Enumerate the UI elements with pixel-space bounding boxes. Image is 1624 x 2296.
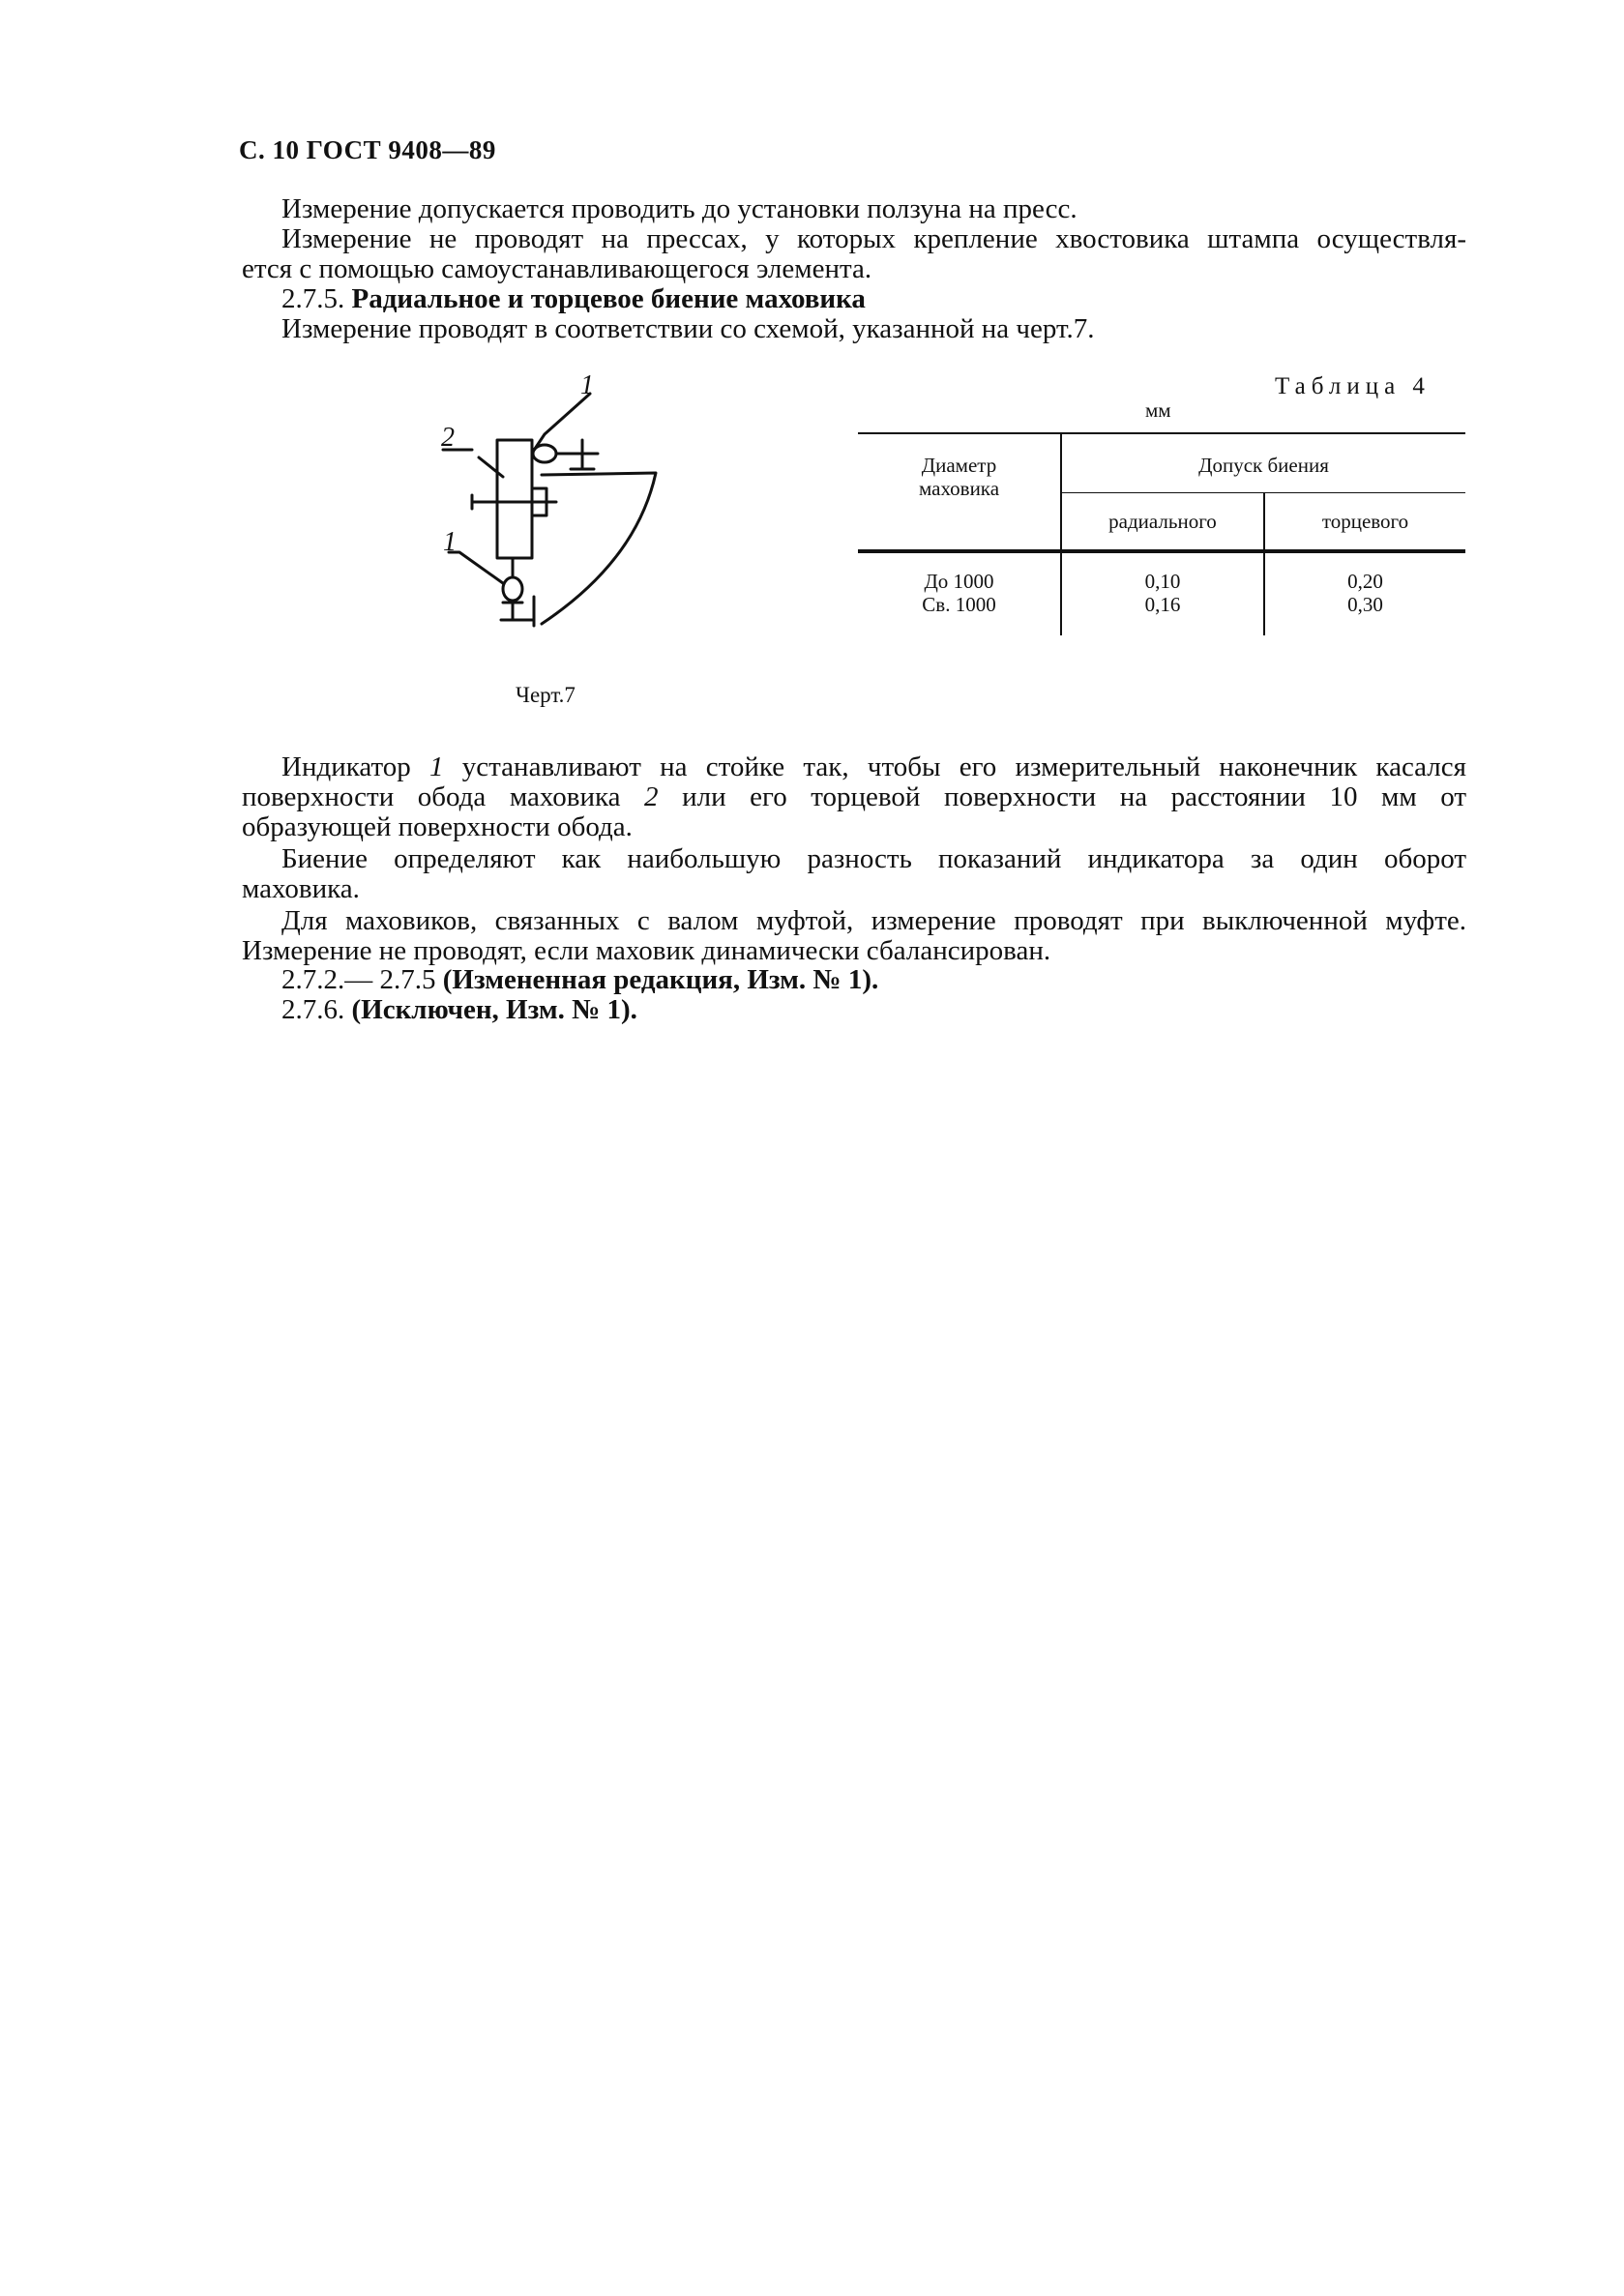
tolerance-table <box>858 432 1465 635</box>
paragraph-line <box>242 780 1466 813</box>
table-top-rule <box>858 432 1465 434</box>
table-cell-face: 0,30 <box>1347 593 1383 616</box>
flywheel-runout-diagram <box>426 372 667 638</box>
header-face: торцевого <box>1321 510 1409 533</box>
header-diameter <box>858 454 1060 500</box>
paragraph-line: ется с помощью самоустанавливающегося элемента. <box>242 253 872 284</box>
text-run: поверхности обода маховика <box>242 781 621 812</box>
section-number: 2.7.5. <box>281 283 345 314</box>
table-cell-diameter: Св. 1000 <box>922 593 996 616</box>
text-run: Индикатор <box>281 751 411 782</box>
paragraph-line <box>281 751 1466 783</box>
amendment-range: 2.7.2.— 2.7.5 <box>281 964 436 995</box>
shaft <box>472 488 556 515</box>
paragraph-line: образующей поверхности обода. <box>242 811 633 842</box>
callout-label: 1 <box>580 372 594 400</box>
table-cell-diameter: До 1000 <box>924 570 994 593</box>
figure-caption: Черт.7 <box>516 683 576 707</box>
flywheel-outline <box>542 473 656 624</box>
text-run: устанавливают на стойке так, чтобы его измерительный наконечник касался <box>461 751 1466 782</box>
header-tolerance: Допуск биения <box>1198 454 1329 477</box>
header-radial: радиального <box>1108 510 1217 533</box>
table-unit: мм <box>1145 398 1171 422</box>
header-diameter-line1: Диаметр <box>921 454 997 477</box>
callout-label: 2 <box>441 423 455 453</box>
amendment-text: (Исключен, Изм. № 1). <box>351 994 637 1025</box>
paragraph-line: Для маховиков, связанных с валом муфтой, измерение проводят при выключенной муфте. <box>281 905 1466 936</box>
paragraph-line: Измерение не проводят на прессах, у которых крепление хвостовика штампа осуществля- <box>281 223 1466 254</box>
callout-label: 1 <box>443 527 457 557</box>
paragraph-line: Измерение не проводят, если маховик динамически сбалансирован. <box>242 935 1051 966</box>
amendment-note <box>281 993 637 1026</box>
amendment-note <box>281 963 878 996</box>
paragraph-line: Измерение допускается проводить до установки ползуна на пресс. <box>281 193 1078 224</box>
figure-reference: 2 <box>644 781 659 812</box>
table-header-rule <box>858 549 1465 553</box>
section-title: Радиальное и торцевое биение маховика <box>351 283 866 314</box>
indicator-bottom <box>503 577 522 601</box>
header-diameter-line2: маховика <box>918 477 1000 500</box>
amendment-range: 2.7.6. <box>281 994 345 1025</box>
paragraph-line: Биение определяют как наибольшую разность показаний индикатора за один оборот <box>281 843 1466 874</box>
paragraph-line: маховика. <box>242 873 360 904</box>
page-header: С. 10 ГОСТ 9408—89 <box>239 135 496 164</box>
paragraph-line: Измерение проводят в соответствии со схемой, указанной на черт.7. <box>281 313 1095 344</box>
section-heading <box>281 282 866 315</box>
text-run: или его торцевой поверхности на расстоянии 10 мм от <box>682 781 1467 812</box>
table-cell-face: 0,20 <box>1347 570 1383 593</box>
amendment-text: (Измененная редакция, Изм. № 1). <box>442 964 879 995</box>
table-cell-radial: 0,10 <box>1144 570 1181 593</box>
figure-reference: 1 <box>429 751 444 782</box>
table-title: Таблица 4 <box>1275 373 1431 399</box>
table-cell-radial: 0,16 <box>1144 593 1181 616</box>
flywheel-rim <box>497 440 532 558</box>
